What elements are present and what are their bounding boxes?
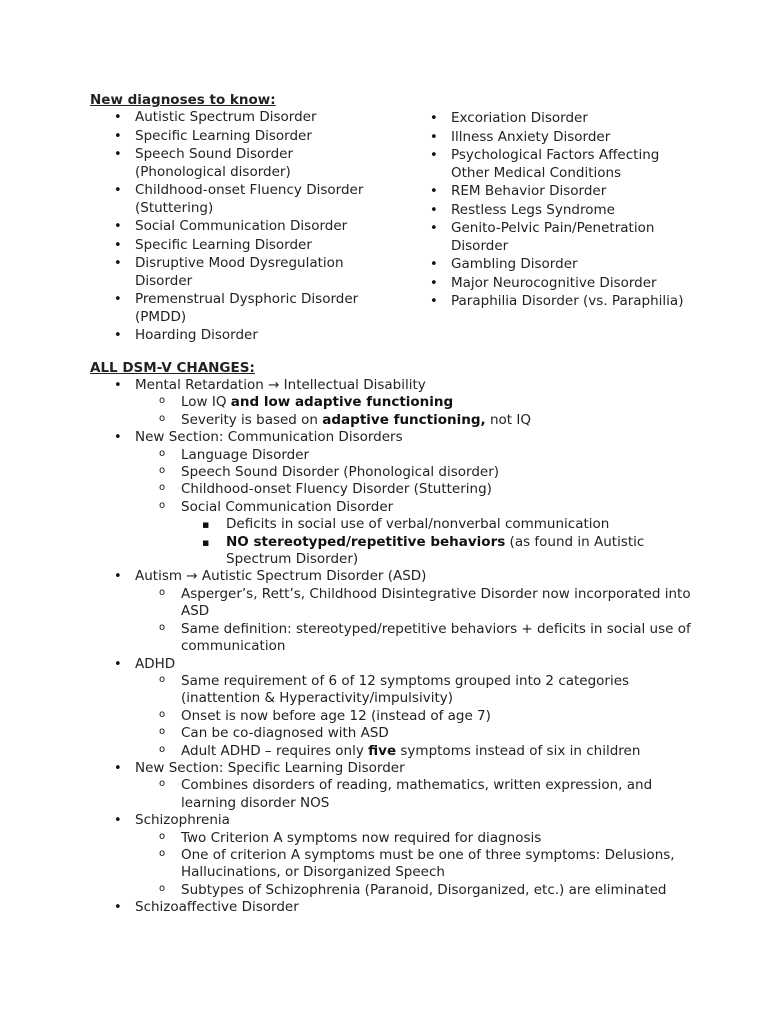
list-item: • Speech Sound Disorder (Phonological disorder)	[135, 146, 375, 182]
list-item: • Autistic Spectrum Disorder	[135, 109, 375, 128]
list-item: • Illness Anxiety Disorder	[451, 129, 691, 148]
new-diagnoses-heading: New diagnoses to know:	[90, 92, 276, 108]
list-item: • Psychological Factors Affecting Other Medical Conditions	[451, 147, 691, 183]
new-diagnoses-right-list	[451, 110, 691, 312]
list-item: • Hoarding Disorder	[135, 327, 375, 346]
list-item-adhd: • ADHD o Same requirement of 6 of 12 symptoms grouped into 2 categories (inattention & Hyperactivity/impulsivity) o Onset is now before age 12 (instead of age 7) o Can be co-diagnosed with ASD o Adult ADHD – requires only five symptoms instead of six in children	[135, 656, 695, 760]
list-item: • Specific Learning Disorder	[135, 237, 375, 256]
list-item: • Childhood-onset Fluency Disorder (Stuttering)	[135, 182, 375, 218]
list-item: o Childhood-onset Fluency Disorder (Stuttering)	[181, 481, 695, 498]
dsm-changes-heading: ALL DSM-V CHANGES:	[90, 360, 255, 376]
list-item: • Disruptive Mood Dysregulation Disorder	[135, 255, 375, 291]
list-item: o Severity is based on adaptive functioning, not IQ	[181, 412, 695, 429]
list-item: ▪ NO stereotyped/repetitive behaviors (as found in Autistic Spectrum Disorder)	[226, 534, 695, 569]
list-item: • Specific Learning Disorder	[135, 128, 375, 147]
list-item: • REM Behavior Disorder	[451, 183, 691, 202]
list-item-schizophrenia: • Schizophrenia o Two Criterion A symptoms now required for diagnosis o One of criterion A symptoms must be one of three symptoms: Delusions, Hallucinations, or Disorganized Speech o Subtypes of Schizophrenia (Paranoid, Disorganized, etc.) are eliminated	[135, 812, 695, 899]
list-item-specific-learning-disorder: • New Section: Specific Learning Disorder o Combines disorders of reading, mathematics, written expression, and learning disorder NOS	[135, 760, 695, 812]
list-item: • Genito-Pelvic Pain/Penetration Disorder	[451, 220, 691, 256]
list-item: o Speech Sound Disorder (Phonological disorder)	[181, 464, 695, 481]
list-item: ▪ Deficits in social use of verbal/nonverbal communication	[226, 516, 695, 533]
list-item-mental-retardation: • Mental Retardation → Intellectual Disability o Low IQ and low adaptive functioning o Severity is based on adaptive functioning, not IQ	[135, 377, 695, 429]
list-item: o Two Criterion A symptoms now required for diagnosis	[181, 830, 695, 847]
list-item: o Can be co-diagnosed with ASD	[181, 725, 695, 742]
list-item: o Adult ADHD – requires only five symptoms instead of six in children	[181, 743, 695, 760]
list-item: o Onset is now before age 12 (instead of age 7)	[181, 708, 695, 725]
list-item: o Low IQ and low adaptive functioning	[181, 394, 695, 411]
list-item: • Premenstrual Dysphoric Disorder (PMDD)	[135, 291, 375, 327]
list-item: o Language Disorder	[181, 447, 695, 464]
list-item: • Paraphilia Disorder (vs. Paraphilia)	[451, 293, 691, 312]
dsm-changes-list	[135, 377, 695, 917]
list-item: • Gambling Disorder	[451, 256, 691, 275]
list-item: o Subtypes of Schizophrenia (Paranoid, Disorganized, etc.) are eliminated	[181, 882, 695, 899]
list-item: o Asperger’s, Rett’s, Childhood Disintegrative Disorder now incorporated into ASD	[181, 586, 695, 621]
list-item: o Same definition: stereotyped/repetitive behaviors + deficits in social use of communication	[181, 621, 695, 656]
list-item: o Combines disorders of reading, mathematics, written expression, and learning disorder NOS	[181, 777, 695, 812]
list-item: o Same requirement of 6 of 12 symptoms grouped into 2 categories (inattention & Hyperactivity/impulsivity)	[181, 673, 695, 708]
list-item: • Social Communication Disorder	[135, 218, 375, 237]
list-item: o Social Communication Disorder ▪ Deficits in social use of verbal/nonverbal communication ▪ NO stereotyped/repetitive behaviors (as found in Autistic Spectrum Disorder)	[181, 499, 695, 569]
list-item: o One of criterion A symptoms must be one of three symptoms: Delusions, Hallucinations, or Disorganized Speech	[181, 847, 695, 882]
list-item-autism: • Autism → Autistic Spectrum Disorder (ASD) o Asperger’s, Rett’s, Childhood Disintegrative Disorder now incorporated into ASD o Same definition: stereotyped/repetitive behaviors + deficits in social use of communication	[135, 568, 695, 655]
new-diagnoses-left-list	[135, 109, 375, 346]
list-item: • Restless Legs Syndrome	[451, 202, 691, 221]
list-item-communication-disorders: • New Section: Communication Disorders o Language Disorder o Speech Sound Disorder (Phonological disorder) o Childhood-onset Fluency Disorder (Stuttering) o Social Communication Disorder ▪ Deficits in social use of verbal/nonverbal communication ▪ NO stereotyped/repetitive behaviors (as found in Autistic Spectrum Disorder)	[135, 429, 695, 568]
list-item: • Excoriation Disorder	[451, 110, 691, 129]
list-item-schizoaffective: • Schizoaffective Disorder	[135, 899, 695, 916]
list-item: • Major Neurocognitive Disorder	[451, 275, 691, 294]
